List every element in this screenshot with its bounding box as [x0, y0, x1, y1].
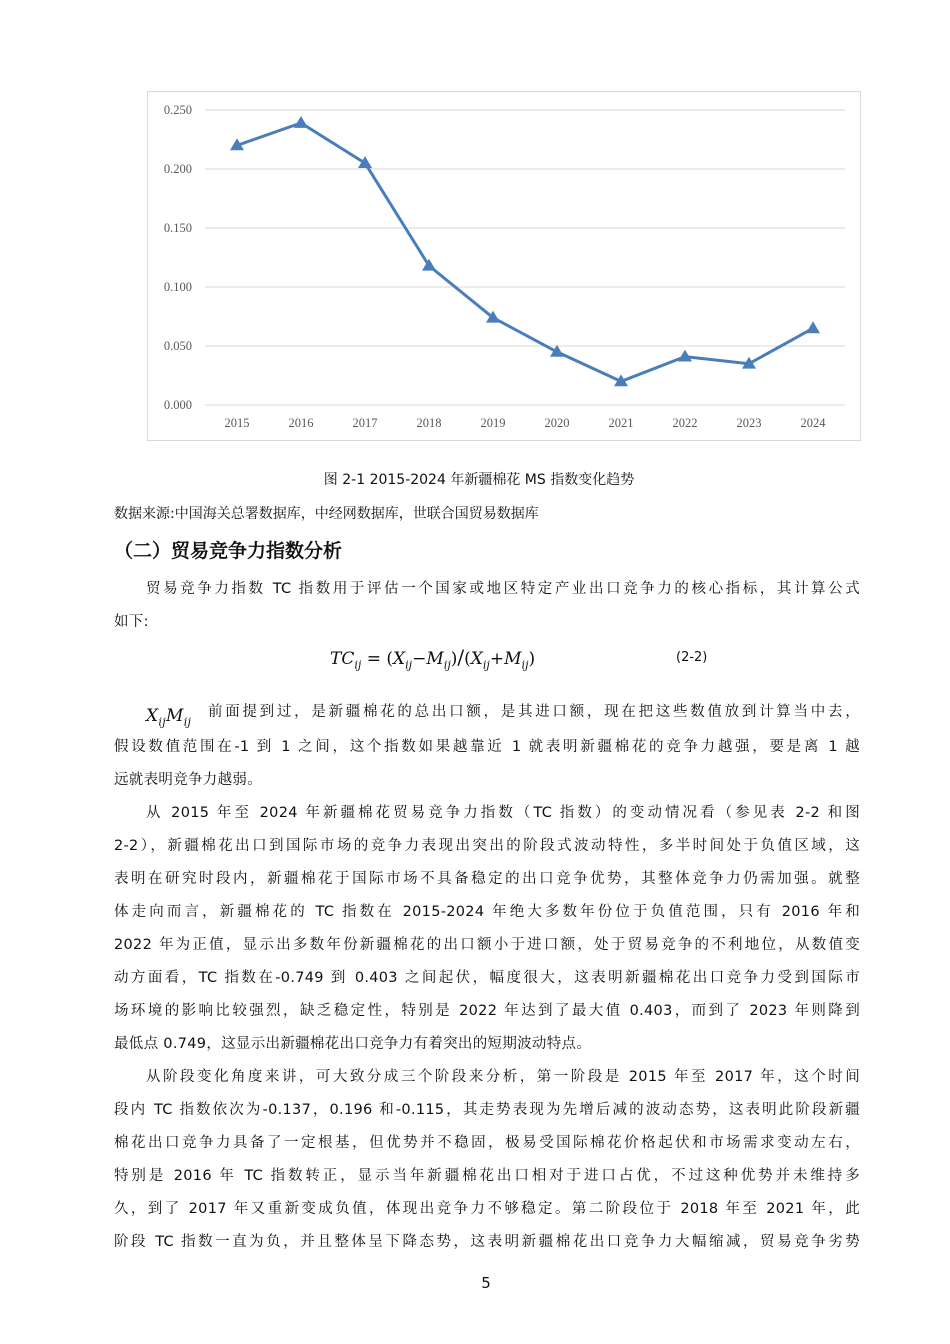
- series-line: [237, 123, 813, 381]
- text-line: 最低点 0.749，这显示出新疆棉花出口竞争力有着突出的短期波动特点。: [114, 1036, 592, 1052]
- text-line: 前面提到过，是新疆棉花的总出口额，是其进口额，现在把这些数值放到计算当中去，: [208, 704, 860, 720]
- formula-x2-sub: ij: [482, 658, 490, 672]
- chart-svg: [148, 92, 862, 442]
- x-tick-label: 2022: [672, 416, 698, 430]
- text-line: 2022 年为正值，显示出多数年份新疆棉花的出口额小于进口额，处于贸易竞争的不利地位，从数值变: [114, 937, 860, 953]
- formula-m2-sub: ij: [521, 658, 529, 672]
- data-point-marker: [678, 350, 692, 362]
- data-point-marker: [806, 321, 820, 333]
- formula-eq: =: [366, 649, 381, 669]
- text-line: 如下:: [114, 614, 149, 630]
- text-line: 从 2015 年至 2024 年新疆棉花贸易竞争力指数（TC 指数）的变动情况看（参见表 2-2 和图: [146, 805, 860, 821]
- text-line: 动方面看，TC 指数在-0.749 到 0.403 之间起伏，幅度很大，这表明新疆棉花出口竞争力受到国际市: [114, 970, 860, 986]
- text-line: 贸易竞争力指数 TC 指数用于评估一个国家或地区特定产业出口竞争力的核心指标，其计算公式: [146, 581, 860, 597]
- y-tick-label: 0.250: [163, 103, 192, 117]
- x-tick-label: 2015: [224, 416, 250, 430]
- text-line: 表明在研究时段内，新疆棉花于国际市场不具备稳定的出口竞争优势，其整体竞争力仍需加强。就整: [114, 871, 860, 887]
- text-line: 2-2），新疆棉花出口到国际市场的竞争力表现出突出的阶段式波动特性，多半时间处于负值区域，这: [114, 838, 860, 854]
- formula-x2: X: [470, 649, 483, 669]
- x-tick-label: 2021: [608, 416, 634, 430]
- formula-lhs-sub: ij: [354, 658, 362, 672]
- y-tick-label: 0.150: [163, 221, 192, 235]
- text-line: 阶段 TC 指数一直为负，并且整体呈下降态势，这表明新疆棉花出口竞争力大幅缩减，贸易竞争劣势: [114, 1234, 860, 1250]
- x-tick-label: 2017: [352, 416, 378, 430]
- formula-m: M: [426, 649, 444, 669]
- section-heading: （二）贸易竞争力指数分析: [114, 540, 343, 562]
- line-chart: [147, 91, 861, 441]
- text-line: 久，到了 2017 年又重新变成负值，体现出竞争力不够稳定。第二阶段位于 2018 年至 2021 年，此: [114, 1201, 860, 1217]
- text-line: 场环境的影响比较强烈，缺乏稳定性，特别是 2022 年达到了最大值 0.403，而到了 2023 年则降到: [114, 1003, 860, 1019]
- y-tick-label: 0.200: [163, 162, 192, 176]
- formula: $TC_{ij} = (X_{ij}-M_{ij})/(X_{ij}+M_{ij})$: [330, 645, 536, 672]
- text-line: 体走向而言，新疆棉花的 TC 指数在 2015-2024 年绝大多数年份位于负值范围，只有 2016 年和: [114, 904, 860, 920]
- text-line: 假设数值范围在-1 到 1 之间，这个指数如果越靠近 1 就表明新疆棉花的竞争力越强，要是离 1 越: [114, 739, 860, 755]
- figure-caption: 图 2-1 2015-2024 年新疆棉花 MS 指数变化趋势: [323, 472, 635, 488]
- text-line: 棉花出口竞争力具备了一定根基，但优势并不稳固，极易受国际棉花价格起伏和市场需求变动左右，: [114, 1135, 860, 1151]
- data-point-marker: [294, 116, 308, 128]
- x-tick-label: 2020: [544, 416, 570, 430]
- formula-lhs: TC: [330, 649, 355, 669]
- formula-number: (2-2): [676, 650, 708, 665]
- data-point-marker: [358, 156, 372, 168]
- page-number: 5: [481, 1274, 491, 1292]
- formula-m-sub: ij: [443, 658, 451, 672]
- x-tick-label: 2024: [800, 416, 826, 430]
- x-tick-label: 2018: [416, 416, 442, 430]
- formula-m2: M: [504, 649, 522, 669]
- inline-x-sub: ij: [158, 715, 166, 729]
- x-tick-label: 2016: [288, 416, 314, 430]
- y-tick-label: 0.000: [163, 398, 192, 412]
- x-tick-label: 2019: [480, 416, 506, 430]
- text-line: 段内 TC 指数依次为-0.137，0.196 和-0.115，其走势表现为先增后减的波动态势，这表明此阶段新疆: [114, 1102, 860, 1118]
- y-tick-label: 0.100: [163, 280, 192, 294]
- y-tick-label: 0.050: [163, 339, 192, 353]
- text-line: 特别是 2016 年 TC 指数转正，显示当年新疆棉花出口相对于进口占优，不过这种优势并未维持多: [114, 1168, 860, 1184]
- formula-x-sub: ij: [405, 658, 413, 672]
- formula-x: X: [393, 649, 406, 669]
- inline-x: X: [146, 706, 159, 726]
- data-source: 数据来源:中国海关总署数据库，中经网数据库，世联合国贸易数据库: [114, 506, 539, 522]
- text-line: 远就表明竞争力越弱。: [114, 772, 262, 788]
- inline-m: M: [165, 706, 184, 726]
- x-tick-label: 2023: [736, 416, 762, 430]
- text-line: 从阶段变化角度来讲，可大致分成三个阶段来分析，第一阶段是 2015 年至 2017 年，这个时间: [146, 1069, 860, 1085]
- inline-m-sub: ij: [183, 715, 192, 729]
